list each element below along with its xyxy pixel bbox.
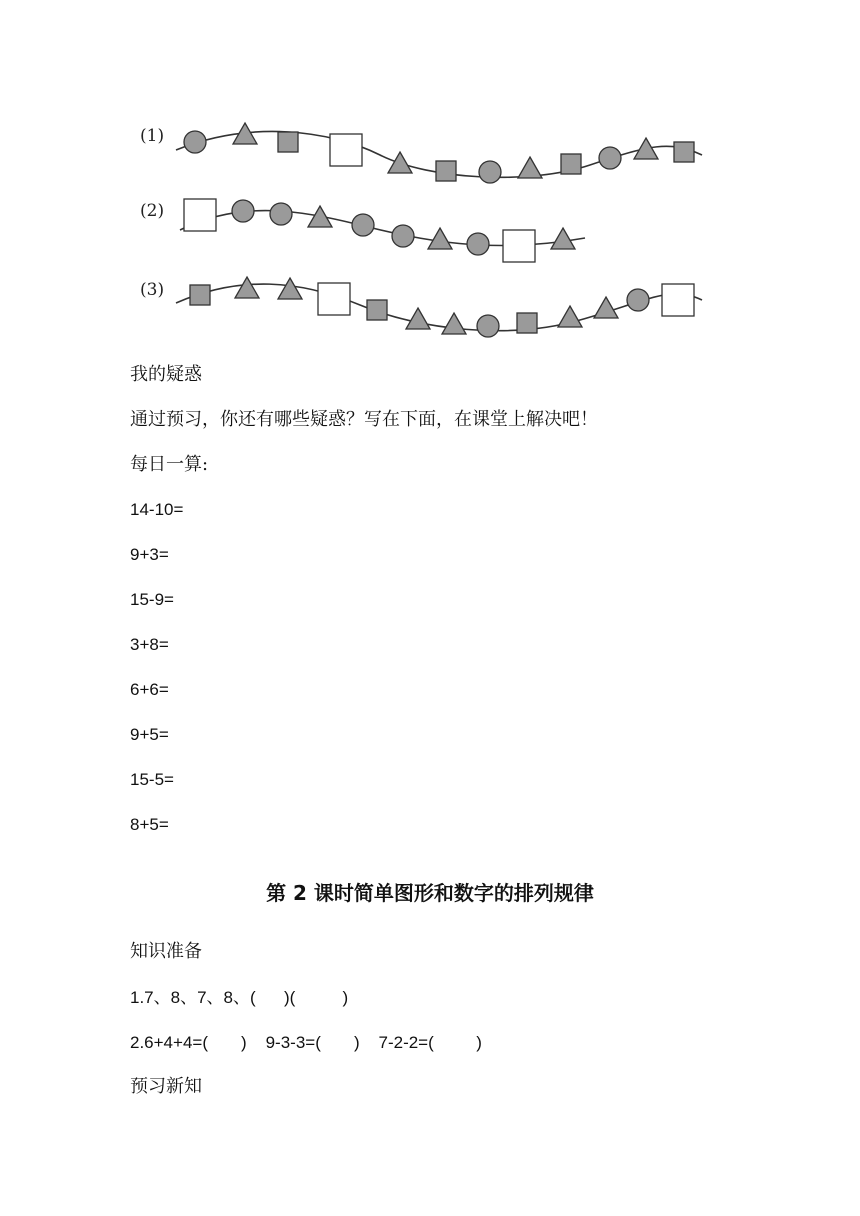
small-square-bead bbox=[190, 285, 210, 305]
triangle-bead bbox=[558, 306, 582, 327]
prep-title: 知识准备 bbox=[130, 941, 202, 962]
question-1: 1.7、8、7、8、( )( ) bbox=[130, 988, 349, 1007]
triangle-bead bbox=[388, 152, 412, 173]
triangle-bead bbox=[278, 278, 302, 299]
circle-bead bbox=[392, 225, 414, 247]
small-square-bead bbox=[367, 300, 387, 320]
daily-calc-title: 每日一算: bbox=[130, 454, 209, 475]
circle-bead bbox=[627, 289, 649, 311]
circle-bead bbox=[477, 315, 499, 337]
exercise-6: 9+5= bbox=[130, 725, 169, 744]
doubt-text: 通过预习，你还有哪些疑惑？写在下面，在课堂上解决吧！ bbox=[130, 409, 598, 430]
triangle-bead bbox=[634, 138, 658, 159]
circle-bead bbox=[352, 214, 374, 236]
circle-bead bbox=[232, 200, 254, 222]
lesson-heading: 第 2 课时简单图形和数字的排列规律 bbox=[266, 881, 594, 905]
pattern-row-1 bbox=[176, 123, 702, 183]
exercise-3: 15-9= bbox=[130, 590, 174, 609]
exercise-8: 8+5= bbox=[130, 815, 169, 834]
circle-bead bbox=[479, 161, 501, 183]
triangle-bead bbox=[308, 206, 332, 227]
small-square-bead bbox=[436, 161, 456, 181]
circle-bead bbox=[467, 233, 489, 255]
shape-pattern-figure bbox=[130, 115, 710, 345]
row-label-3: (3) bbox=[140, 280, 165, 300]
circle-bead bbox=[599, 147, 621, 169]
large-square-bead bbox=[184, 199, 216, 231]
triangle-bead bbox=[442, 313, 466, 334]
small-square-bead bbox=[517, 313, 537, 333]
triangle-bead bbox=[594, 297, 618, 318]
pattern-row-3 bbox=[176, 277, 702, 337]
triangle-bead bbox=[518, 157, 542, 178]
row-label-1: (1) bbox=[140, 126, 165, 146]
large-square-bead bbox=[503, 230, 535, 262]
small-square-bead bbox=[278, 132, 298, 152]
circle-bead bbox=[270, 203, 292, 225]
large-square-bead bbox=[662, 284, 694, 316]
exercise-7: 15-5= bbox=[130, 770, 174, 789]
exercise-2: 9+3= bbox=[130, 545, 169, 564]
triangle-bead bbox=[235, 277, 259, 298]
triangle-bead bbox=[406, 308, 430, 329]
exercise-1: 14-10= bbox=[130, 500, 184, 519]
small-square-bead bbox=[674, 142, 694, 162]
small-square-bead bbox=[561, 154, 581, 174]
triangle-bead bbox=[428, 228, 452, 249]
large-square-bead bbox=[330, 134, 362, 166]
large-square-bead bbox=[318, 283, 350, 315]
exercise-4: 3+8= bbox=[130, 635, 169, 654]
doubt-title: 我的疑惑 bbox=[130, 364, 202, 385]
circle-bead bbox=[184, 131, 206, 153]
preview-title: 预习新知 bbox=[130, 1076, 202, 1097]
triangle-bead bbox=[551, 228, 575, 249]
pattern-row-2 bbox=[180, 199, 585, 262]
exercise-5: 6+6= bbox=[130, 680, 169, 699]
question-2: 2.6+4+4=( ) 9-3-3=( ) 7-2-2=( ) bbox=[130, 1033, 482, 1052]
pattern-rows-svg bbox=[130, 115, 710, 345]
row-label-2: (2) bbox=[140, 201, 165, 221]
